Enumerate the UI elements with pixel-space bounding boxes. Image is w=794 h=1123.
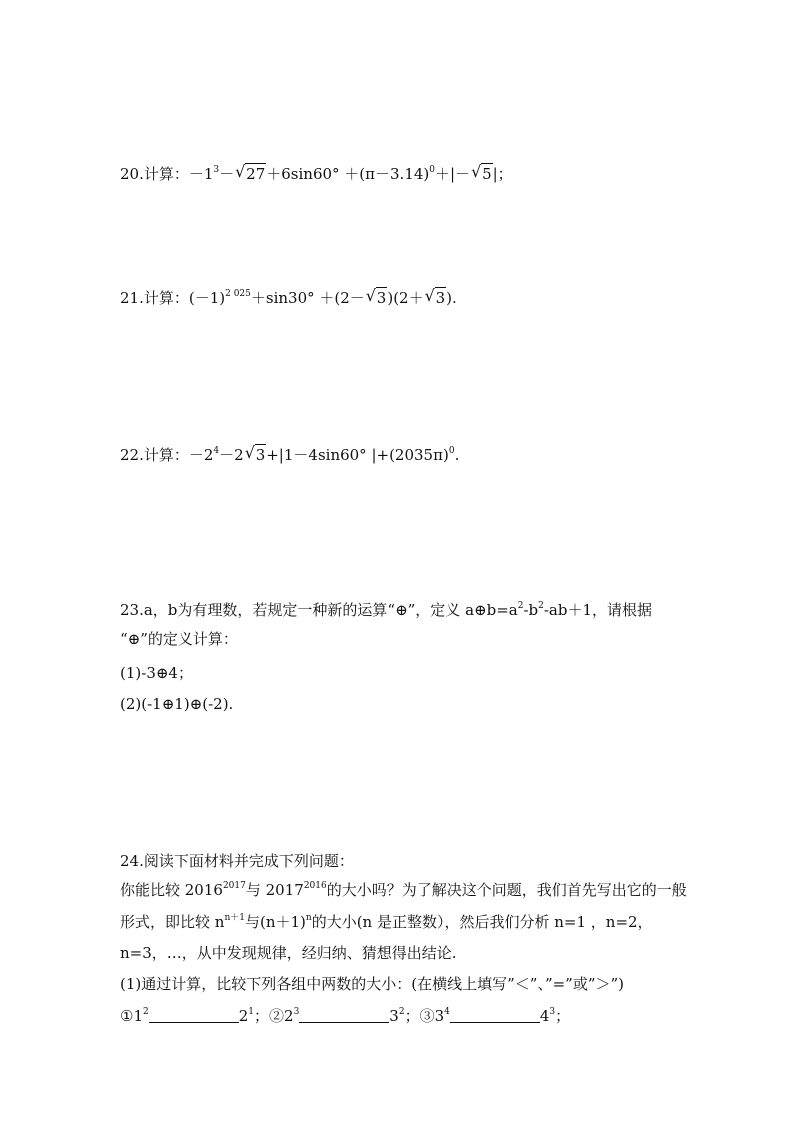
- q21-text: ＋sin30° ＋(2－: [250, 289, 365, 307]
- question-24-line-4: n=3，…，从中发现规律，经归纳、猜想得出结论.: [120, 944, 457, 962]
- sqrt-3: √ 3: [376, 287, 388, 308]
- q20-text: －: [219, 165, 235, 183]
- q20-text: ＋6sin60° ＋(π－3.14): [266, 165, 430, 183]
- q24-text: 2: [238, 1007, 249, 1025]
- question-21: [120, 287, 457, 308]
- q22-text: +|1－4sin60° |+(2035π): [266, 446, 449, 464]
- q24-text: 4: [539, 1007, 550, 1025]
- q23-text: -b: [523, 601, 539, 619]
- q24-exp: n＋1: [224, 913, 245, 923]
- q24-text: 与(n＋1): [244, 913, 306, 931]
- q23-exp: 2: [538, 601, 544, 611]
- q20-label: 20.计算：: [120, 165, 189, 183]
- question-24-title: 24.阅读下面材料并完成下列问题：: [120, 852, 354, 870]
- q23-text: -ab＋1，请根据: [543, 601, 653, 619]
- q21-label: 21.计算：: [120, 289, 189, 307]
- q22-text: .: [454, 446, 460, 464]
- answer-blank-3[interactable]: [450, 1008, 540, 1023]
- q20-text: ＋|－: [435, 165, 471, 183]
- q22-label: 22.计算：: [120, 446, 189, 464]
- sqrt-3: √ 3: [255, 444, 267, 465]
- question-23-sub-2: (2)(-1⊕1)⊕(-2).: [120, 695, 234, 713]
- q24-exp: 2016: [303, 881, 327, 891]
- q24-exp: 3: [293, 1007, 300, 1017]
- q24-text: 的大小(n 是正整数），然后我们分析 n=1 ，n=2，: [311, 913, 653, 931]
- q24-text: 的大小吗？为了解决这个问题，我们首先写出它的一般: [326, 881, 687, 899]
- q24-exp: n: [305, 913, 312, 923]
- q24-text: 你能比较 2016: [120, 881, 223, 899]
- answer-blank-1[interactable]: [149, 1008, 239, 1023]
- q24-text: ；②2: [254, 1007, 294, 1025]
- q21-text: )(2＋: [387, 289, 424, 307]
- question-22: [120, 444, 459, 465]
- q21-text: (－1): [188, 289, 226, 307]
- question-23-sub-1: (1)-3⊕4；: [120, 664, 193, 682]
- q23-text: 23.a，b为有理数，若规定一种新的运算“⊕”，定义 a⊕b=a: [120, 601, 518, 619]
- q21-text: ).: [446, 289, 457, 307]
- q24-text: 与 2017: [245, 881, 304, 899]
- question-24-compare-row: [120, 1006, 570, 1026]
- q24-exp: 1: [248, 1007, 255, 1017]
- q24-text: ；: [555, 1007, 571, 1025]
- sqrt-5: √ 5: [481, 163, 493, 184]
- sqrt-3: √ 3: [435, 287, 447, 308]
- q22-exp: 0: [448, 446, 455, 456]
- q20-exp: 3: [213, 165, 220, 175]
- q24-text: 形式，即比较 n: [120, 913, 225, 931]
- q24-exp: 2: [398, 1007, 405, 1017]
- q24-exp: 3: [549, 1007, 556, 1017]
- q20-exp: 0: [429, 165, 435, 175]
- question-24-line-2: [120, 880, 687, 900]
- question-23-line-1: [120, 600, 652, 620]
- question-23-line-2: “⊕”的定义计算：: [120, 630, 238, 648]
- q20-text: |；: [492, 165, 513, 183]
- question-20: [120, 163, 513, 184]
- q24-exp: 2017: [222, 881, 246, 891]
- q22-exp: 4: [213, 446, 220, 456]
- q24-exp: 2: [143, 1007, 149, 1017]
- q21-exp: 2 025: [225, 289, 251, 299]
- question-24-line-5: (1)通过计算，比较下列各组中两数的大小：(在横线上填写”＜”、”=”或”＞”): [120, 975, 625, 993]
- q22-text: －2: [188, 446, 214, 464]
- q23-exp: 2: [517, 601, 524, 611]
- q24-exp: 4: [444, 1007, 450, 1017]
- sqrt-27: √ 27: [245, 163, 266, 184]
- q24-text: 3: [389, 1007, 399, 1025]
- answer-blank-2[interactable]: [299, 1008, 389, 1023]
- q24-text: ；③3: [404, 1007, 445, 1025]
- q24-text: ①1: [120, 1007, 143, 1025]
- q20-text: －1: [188, 165, 214, 183]
- q22-text: －2: [219, 446, 244, 464]
- question-24-line-3: [120, 912, 653, 932]
